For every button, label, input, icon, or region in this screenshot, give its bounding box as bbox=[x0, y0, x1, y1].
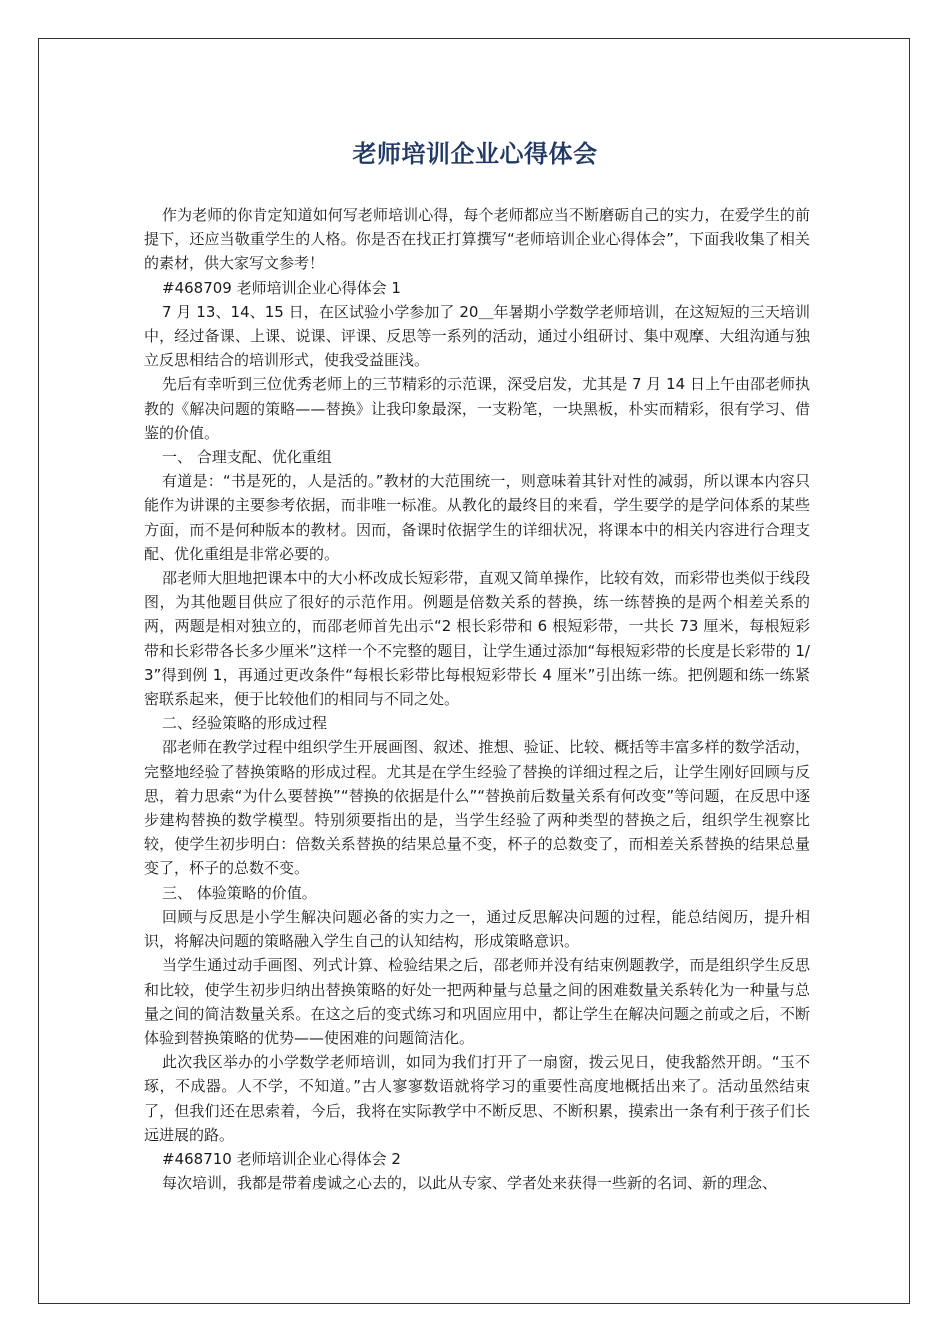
paragraph: 邵老师大胆地把课本中的大小杯改成长短彩带，直观又简单操作，比较有效，而彩带也类似于线段图，为其他题目供应了很好的示范作用。例题是倍数关系的替换，练一练替换的是两个相差关系的两，两题是相对独立的，而邵老师首先出示“2 根长彩带和 6 根短彩带，一共长 73 厘米，每根短彩带和长彩带各长多少厘米”这样一个不完整的题目，让学生通过添加“每根短彩带的长度是长彩带的 1/3”得到例 1，再通过更改条件“每根长彩带比每根短彩带长 4 厘米”引出练一练。把例题和练一练紧密联系起来，便于比较他们的相同与不同之处。 bbox=[144, 569, 810, 709]
subheading-1: 一、 合理支配、优化重组 bbox=[162, 448, 332, 467]
paragraph: 先后有幸听到三位优秀老师上的三节精彩的示范课，深受启发，尤其是 7 月 14 日上午由邵老师执教的《解决问题的策略——替换》让我印象最深，一支粉笔，一块黑板，朴实而精彩，很有学习、借鉴的价值。 bbox=[144, 375, 810, 442]
subheading-3: 三、 体验策略的价值。 bbox=[162, 883, 317, 902]
document-body bbox=[144, 203, 810, 1195]
paragraph: 此次我区举办的小学数学老师培训，如同为我们打开了一扇窗，拨云见日，使我豁然开朗。“玉不琢，不成器。人不学，不知道。”古人寥寥数语就将学习的重要性高度地概括出来了。活动虽然结束了，但我们还在思索着，今后，我将在实际教学中不断反思、不断积累，摸索出一条有利于孩子们长远进展的路。 bbox=[144, 1053, 810, 1144]
section-heading-2: #468710 老师培训企业心得体会 2 bbox=[162, 1149, 401, 1168]
paragraph: 回顾与反思是小学生解决问题必备的实力之一，通过反思解决问题的过程，能总结阅历，提升相识，将解决问题的策略融入学生自己的认知结构，形成策略意识。 bbox=[144, 907, 810, 951]
paragraph: 有道是：“书是死的，人是活的。”教材的大范围统一，则意味着其针对性的减弱，所以课本内容只能作为讲课的主要参考依据，而非唯一标准。从教化的最终目的来看，学生要学的是学问体系的某些方面，而不是何种版本的教材。因而，备课时依据学生的详细状况，将课本中的相关内容进行合理支配、优化重组是非常必要的。 bbox=[144, 472, 810, 563]
paragraph: 7 月 13、14、15 日，在区试验小学参加了 20＿年暑期小学数学老师培训，在这短短的三天培训中，经过备课、上课、说课、评课、反思等一系列的活动，通过小组研讨、集中观摩、大组沟通与独立反思相结合的培训形式，使我受益匪浅。 bbox=[144, 302, 810, 370]
paragraph: 每次培训，我都是带着虔诚之心去的，以此从专家、学者处来获得一些新的名词、新的理念、 bbox=[162, 1174, 778, 1193]
paragraph: 邵老师在教学过程中组织学生开展画图、叙述、推想、验证、比较、概括等丰富多样的数学活动，完整地经验了替换策略的形成过程。尤其是在学生经验了替换的详细过程之后，让学生刚好回顾与反思，着力思索“为什么要替换”“替换的依据是什么”“替换前后数量关系有何改变”等问题，在反思中逐步建构替换的数学模型。特别须要指出的是，当学生经验了两种类型的替换之后，组织学生视察比较，使学生初步明白：倍数关系替换的结果总量不变，杯子的总数变了，而相差关系替换的结果总量变了，杯子的总数不变。 bbox=[144, 738, 810, 878]
section-heading-1: #468709 老师培训企业心得体会 1 bbox=[162, 278, 401, 297]
paragraph-intro: 作为老师的你肯定知道如何写老师培训心得，每个老师都应当不断磨砺自己的实力，在爱学生的前提下，还应当敬重学生的人格。你是否在找正打算撰写“老师培训企业心得体会”，下面我收集了相关的素材，供大家写文参考！ bbox=[144, 206, 810, 273]
paragraph: 当学生通过动手画图、列式计算、检验结果之后，邵老师并没有结束例题教学，而是组织学生反思和比较，使学生初步归纳出替换策略的好处一把两种量与总量之间的困难数量关系转化为一种量与总量之间的简洁数量关系。在这之后的变式练习和巩固应用中，都让学生在解决问题之前或之后，不断体验到替换策略的优势——使困难的问题简洁化。 bbox=[144, 956, 810, 1047]
document-title: 老师培训企业心得体会 bbox=[352, 140, 598, 168]
subheading-2: 二、经验策略的形成过程 bbox=[162, 714, 328, 733]
